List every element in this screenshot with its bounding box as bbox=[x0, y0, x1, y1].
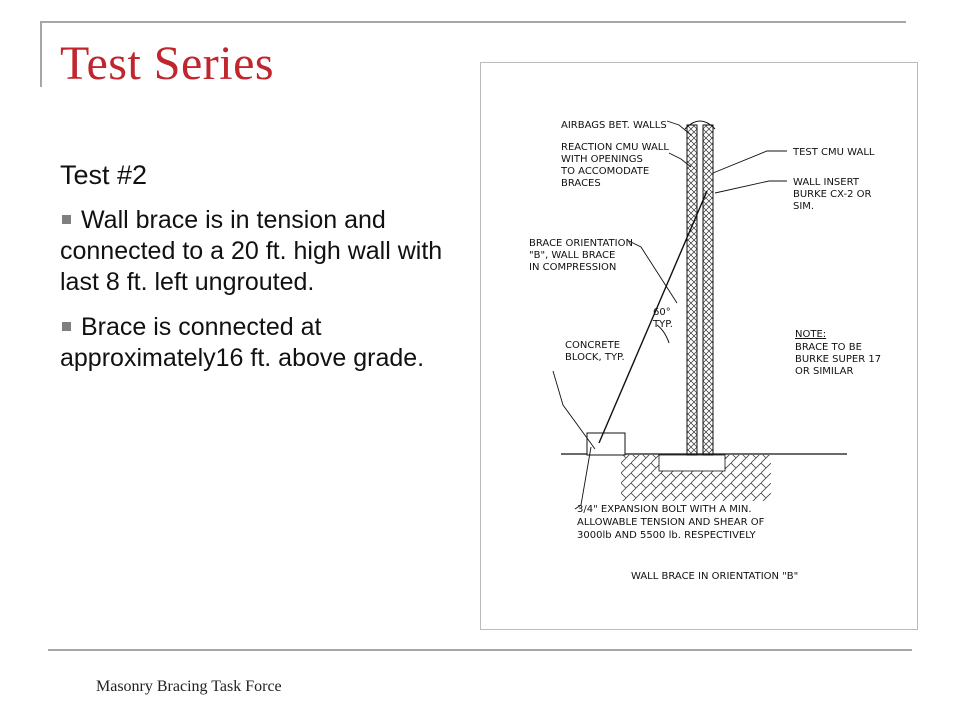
label-reaction-2: WITH OPENINGS bbox=[561, 154, 643, 165]
label-note-head: NOTE: bbox=[795, 329, 827, 340]
test-wall bbox=[703, 125, 713, 455]
brace-diagram-svg bbox=[481, 63, 917, 629]
label-note-3: OR SIMILAR bbox=[795, 366, 854, 377]
label-reaction-1: REACTION CMU WALL bbox=[561, 142, 669, 153]
reaction-wall bbox=[687, 125, 697, 455]
label-airbags: AIRBAGS BET. WALLS bbox=[561, 120, 667, 131]
slide-title: Test Series bbox=[60, 37, 275, 90]
top-rule bbox=[40, 21, 906, 23]
bullet-text: Brace is connected at approximately16 ft. above grade. bbox=[60, 313, 425, 372]
bullet-item bbox=[60, 312, 460, 374]
leader-bolt bbox=[575, 447, 591, 509]
label-concrete-1: CONCRETE bbox=[565, 340, 621, 351]
label-orientation-3: IN COMPRESSION bbox=[529, 262, 617, 273]
bullet-item bbox=[60, 205, 460, 298]
label-test-wall: TEST CMU WALL bbox=[793, 147, 875, 158]
slide-body bbox=[60, 160, 460, 388]
label-reaction-3: TO ACCOMODATE bbox=[561, 166, 650, 177]
label-orientation-2: "B", WALL BRACE bbox=[529, 250, 616, 261]
label-bolt-1: 3/4" EXPANSION BOLT WITH A MIN. bbox=[577, 504, 752, 515]
bullet-square-icon bbox=[62, 322, 71, 331]
leader-test-wall bbox=[713, 151, 787, 173]
bullet-text: Wall brace is in tension and connected to a 20 ft. high wall with last 8 ft. left ungrouted. bbox=[60, 206, 443, 296]
bullet-square-icon bbox=[62, 215, 71, 224]
test-heading: Test #2 bbox=[60, 160, 148, 190]
bottom-rule bbox=[48, 649, 912, 651]
label-insert-1: WALL INSERT bbox=[793, 177, 859, 188]
drawing-caption: WALL BRACE IN ORIENTATION "B" bbox=[631, 571, 799, 582]
footing bbox=[659, 455, 725, 471]
slide-footer: Masonry Bracing Task Force bbox=[96, 678, 282, 695]
label-reaction-4: BRACES bbox=[561, 178, 601, 189]
label-angle: 60° bbox=[653, 307, 671, 318]
label-concrete-2: BLOCK, TYP. bbox=[565, 352, 625, 363]
label-insert-3: SIM. bbox=[793, 201, 815, 212]
label-bolt-2: ALLOWABLE TENSION AND SHEAR OF bbox=[577, 517, 765, 528]
label-orientation-1: BRACE ORIENTATION bbox=[529, 238, 633, 249]
label-note-2: BURKE SUPER 17 bbox=[795, 354, 882, 365]
leader-insert bbox=[715, 181, 787, 193]
label-bolt-3: 3000lb AND 5500 lb. RESPECTIVELY bbox=[577, 530, 756, 541]
leader-orientation bbox=[629, 241, 677, 303]
label-insert-2: BURKE CX-2 OR bbox=[793, 189, 872, 200]
concrete-block bbox=[587, 433, 625, 455]
wall-brace-drawing bbox=[480, 62, 918, 630]
left-rule bbox=[40, 21, 42, 87]
label-note-1: BRACE TO BE bbox=[795, 342, 862, 353]
label-typ: TYP. bbox=[653, 319, 673, 330]
